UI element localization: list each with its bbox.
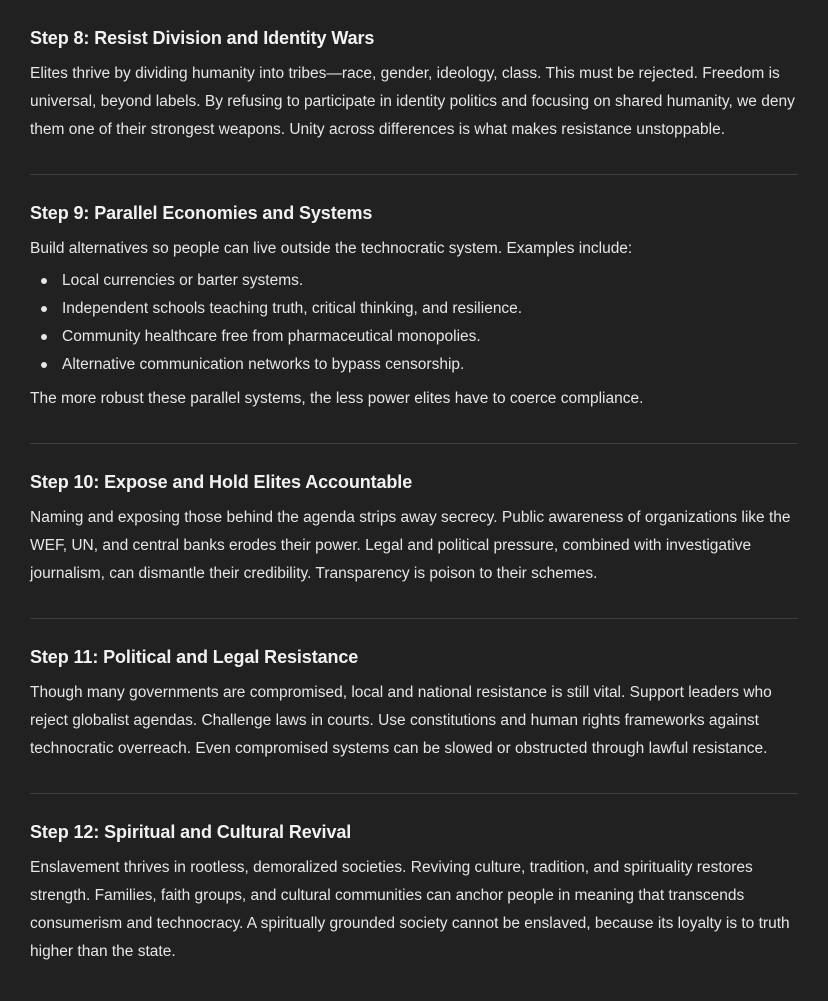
bullet-icon — [41, 278, 47, 284]
list-item-text: Alternative communication networks to bypass censorship. — [62, 356, 465, 373]
list-item — [62, 351, 798, 379]
section-paragraph: Build alternatives so people can live outside the technocratic system. Examples include: — [30, 240, 633, 257]
section-heading: Step 11: Political and Legal Resistance — [30, 647, 359, 667]
section-paragraph: Naming and exposing those behind the agenda strips away secrecy. Public awareness of organizations like the WEF, UN, and central banks erodes their power. Legal and political pressure, combined with investigative journalism, can dismantle their credibility. Transparency is poison to their schemes. — [30, 509, 791, 582]
section-heading: Step 9: Parallel Economies and Systems — [30, 203, 373, 223]
list-item-text: Independent schools teaching truth, critical thinking, and resilience. — [62, 300, 523, 317]
bullet-icon — [41, 334, 47, 340]
list-item — [62, 295, 798, 323]
examples-list — [30, 267, 798, 379]
section-closing: The more robust these parallel systems, the less power elites have to coerce compliance. — [30, 390, 644, 407]
section-heading: Step 10: Expose and Hold Elites Accountable — [30, 472, 413, 492]
list-item-text: Local currencies or barter systems. — [62, 272, 304, 289]
list-item-text: Community healthcare free from pharmaceutical monopolies. — [62, 328, 481, 345]
section-heading: Step 12: Spiritual and Cultural Revival — [30, 822, 352, 842]
bullet-icon — [41, 362, 47, 368]
section-step-12 — [30, 794, 798, 996]
bullet-icon — [41, 306, 47, 312]
section-heading: Step 8: Resist Division and Identity Wars — [30, 28, 375, 48]
list-item — [62, 323, 798, 351]
section-paragraph: Though many governments are compromised, local and national resistance is still vital. Support leaders who reject globalist agendas. Challenge laws in courts. Use constitutions and human rights frameworks against technocratic overreach. Even compromised systems can be slowed or obstructed through lawful resistance. — [30, 684, 772, 757]
section-step-8 — [30, 0, 798, 175]
section-step-9 — [30, 175, 798, 444]
list-item — [62, 267, 798, 295]
section-step-11 — [30, 619, 798, 794]
section-paragraph: Enslavement thrives in rootless, demoralized societies. Reviving culture, tradition, and spirituality restores strength. Families, faith groups, and cultural communities can anchor people in meaning that transcends consumerism and technocracy. A spiritually grounded society cannot be enslaved, because its loyalty is to truth higher than the state. — [30, 859, 790, 960]
section-step-10 — [30, 444, 798, 619]
section-paragraph: Elites thrive by dividing humanity into tribes—race, gender, ideology, class. This must be rejected. Freedom is universal, beyond labels. By refusing to participate in identity politics and focusing on shared humanity, we deny them one of their strongest weapons. Unity across differences is what makes resistance unstoppable. — [30, 65, 795, 138]
